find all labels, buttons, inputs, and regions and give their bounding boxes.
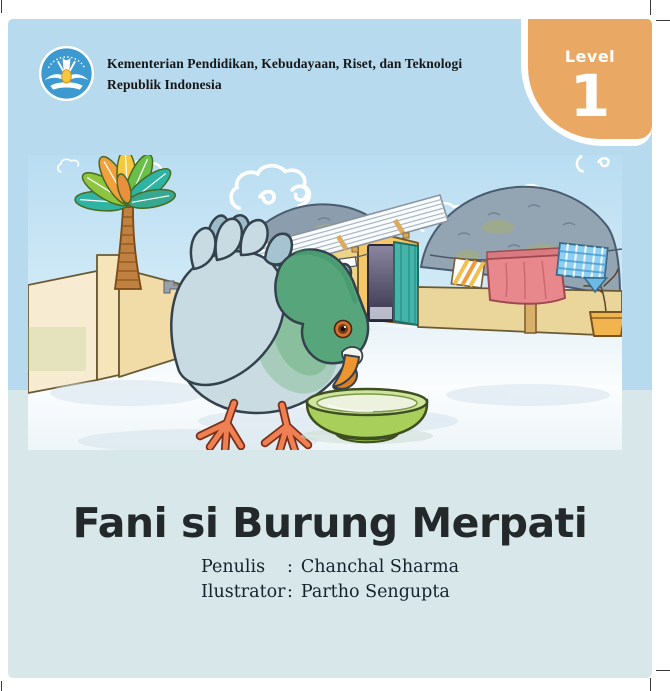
pigeon-eye xyxy=(335,321,352,338)
country-name: Republik Indonesia xyxy=(107,76,222,92)
water-bowl xyxy=(301,389,433,444)
crop-mark xyxy=(650,0,651,15)
level-badge xyxy=(521,19,652,146)
striped-towel xyxy=(451,258,484,288)
illustrator-name: Partho Sengupta xyxy=(300,582,450,602)
open-door xyxy=(394,242,418,325)
book-title: Fani si Burung Merpati xyxy=(72,499,588,547)
ministry-name: Kementerian Pendidikan, Kebudayaan, Riset, dan Teknologi xyxy=(107,55,463,71)
crop-mark xyxy=(1,0,2,13)
author-label: Penulis xyxy=(200,557,266,577)
crop-mark xyxy=(1,681,2,691)
grass-wash xyxy=(28,327,86,371)
author-name: Chanchal Sharma xyxy=(300,557,460,577)
cover-illustration-art xyxy=(28,155,622,450)
author-credit: Penulis : Chanchal Sharma xyxy=(201,555,459,580)
doorway-floor-light xyxy=(370,307,392,319)
publisher-header xyxy=(38,45,462,102)
crop-mark xyxy=(656,20,670,21)
line-post xyxy=(525,300,536,333)
pink-cloth xyxy=(487,248,565,304)
cover-background xyxy=(8,19,652,678)
level-badge-label: Level xyxy=(564,47,616,66)
level-badge-number: 1 xyxy=(569,62,611,130)
crop-mark xyxy=(650,678,651,691)
ministry-logo-icon xyxy=(38,45,95,102)
credits xyxy=(8,555,652,605)
illustrator-label: Ilustrator xyxy=(200,582,286,602)
level-badge-shape xyxy=(528,19,652,139)
cover-illustration xyxy=(28,155,622,450)
crop-mark xyxy=(656,670,670,671)
illustrator-credit: Ilustrator : Partho Sengupta xyxy=(201,580,459,605)
